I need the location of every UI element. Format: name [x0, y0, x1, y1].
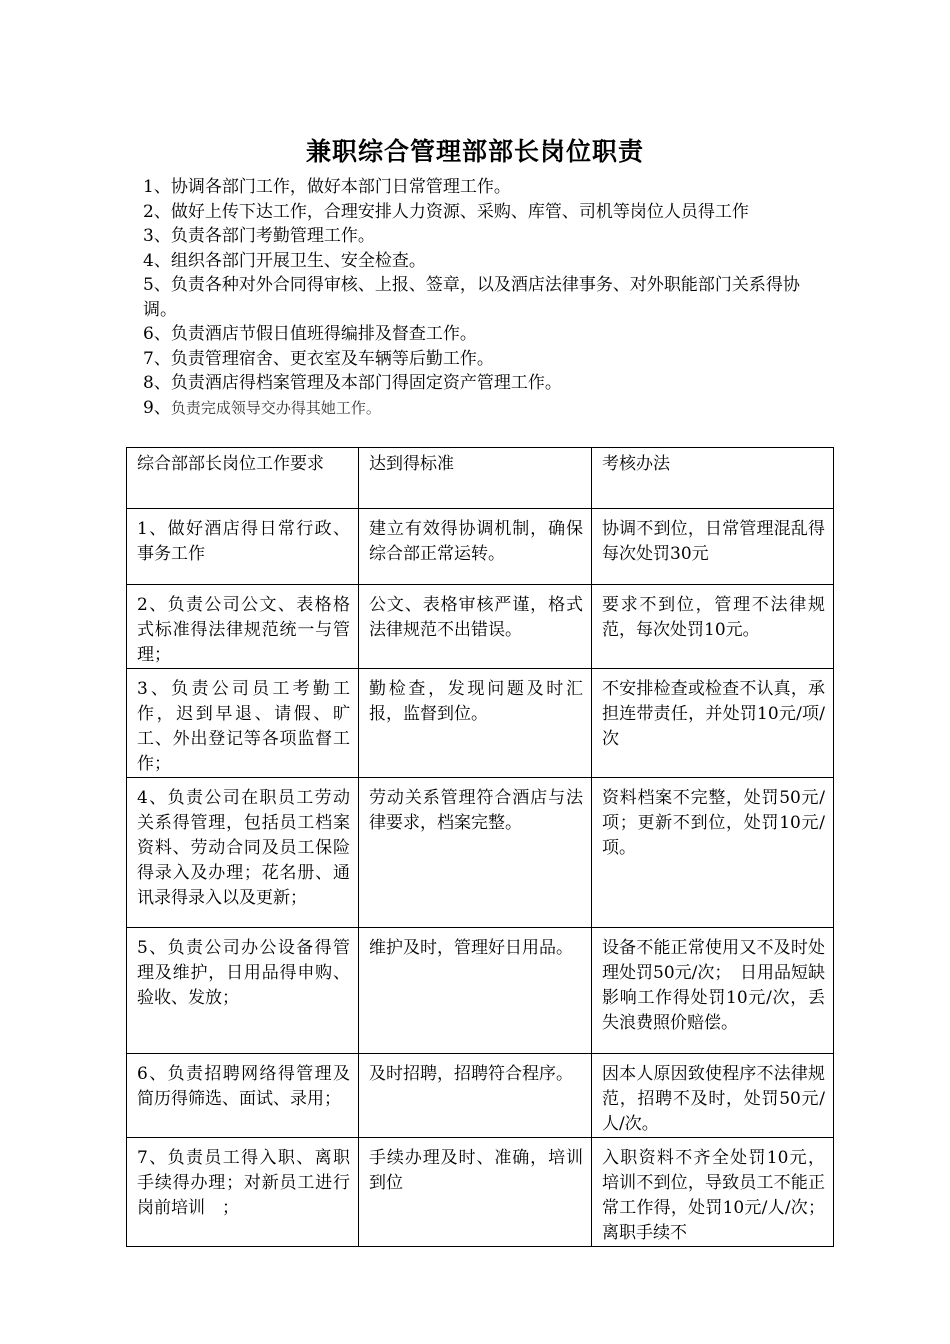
table-cell: 资料档案不完整，处罚50元/项；更新不到位，处罚10元/项。 [592, 778, 834, 928]
table-cell: 劳动关系管理符合酒店与法律要求，档案完整。 [359, 778, 592, 928]
table-cell: 设备不能正常使用又不及时处理处罚50元/次； 日用品短缺影响工作得处罚10元/次，丢失浪费照价赔偿。 [592, 928, 834, 1054]
table-cell: 手续办理及时、准确，培训到位 [359, 1138, 592, 1247]
table-cell: 6、负责招聘网络得管理及简历得筛选、面试、录用； [127, 1054, 359, 1138]
table-row [127, 669, 834, 778]
table-cell: 勤检查，发现问题及时汇报，监督到位。 [359, 669, 592, 778]
table-cell: 4、负责公司在职员工劳动关系得管理，包括员工档案资料、劳动合同及员工保险得录入及办理；花名册、通讯录得录入以及更新； [127, 778, 359, 928]
duty-item: 1、协调各部门工作，做好本部门日常管理工作。 [143, 177, 511, 197]
table-row [127, 1138, 834, 1247]
table-cell: 2、负责公司公文、表格格式标准得法律规范统一与管理； [127, 585, 359, 669]
table-cell: 维护及时，管理好日用品。 [359, 928, 592, 1054]
table-header-row [127, 448, 834, 509]
table-cell: 建立有效得协调机制，确保综合部正常运转。 [359, 509, 592, 585]
duty-item: 8、负责酒店得档案管理及本部门得固定资产管理工作。 [143, 373, 562, 393]
header-assessment: 考核办法 [592, 448, 834, 509]
table-cell: 公文、表格审核严谨，格式法律规范不出错误。 [359, 585, 592, 669]
header-requirement: 综合部部长岗位工作要求 [127, 448, 359, 509]
document-title: 兼职综合管理部部长岗位职责 [305, 137, 644, 166]
duty-9-number: 9、 [143, 397, 171, 418]
responsibility-table [126, 447, 834, 1247]
table-cell: 3、负责公司员工考勤工作，迟到早退、请假、旷工、外出登记等各项监督工作； [127, 669, 359, 778]
duty-item-9 [143, 396, 823, 421]
duty-item: 4、组织各部门开展卫生、安全检查。 [143, 250, 426, 271]
duty-item: 7、负责管理宿舍、更衣室及车辆等后勤工作。 [143, 348, 494, 369]
duty-item: 5、负责各种对外合同得审核、上报、签章，以及酒店法律事务、对外职能部门关系得协调。 [143, 275, 800, 320]
table-cell: 及时招聘，招聘符合程序。 [359, 1054, 592, 1138]
duty-item: 2、做好上传下达工作，合理安排人力资源、采购、库管、司机等岗位人员得工作 [143, 201, 749, 222]
duty-item: 3、负责各部门考勤管理工作。 [143, 226, 375, 246]
table-row [127, 778, 834, 928]
duty-item: 6、负责酒店节假日值班得编排及督查工作。 [143, 324, 477, 344]
duty-list [143, 175, 823, 420]
table-cell: 5、负责公司办公设备得管理及维护，日用品得申购、验收、发放； [127, 928, 359, 1054]
duty-9-text: 负责完成领导交办得其她工作。 [170, 398, 381, 417]
table-cell: 要求不到位，管理不法律规范，每次处罚10元。 [592, 585, 834, 669]
table-cell: 入职资料不齐全处罚10元，培训不到位，导致员工不能正常工作得，处罚10元/人/次；离职手续不 [592, 1138, 834, 1247]
table-cell: 1、做好酒店得日常行政、事务工作 [127, 509, 359, 585]
table-cell: 协调不到位，日常管理混乱得每次处罚30元 [592, 509, 834, 585]
table-row [127, 509, 834, 585]
table-row [127, 585, 834, 669]
table-row [127, 1054, 834, 1138]
table-row [127, 928, 834, 1054]
table-cell: 不安排检查或检查不认真，承担连带责任，并处罚10元/项/次 [592, 669, 834, 778]
header-standard: 达到得标准 [359, 448, 592, 509]
table-cell: 7、负责员工得入职、离职手续得办理；对新员工进行岗前培训 ； [127, 1138, 359, 1247]
table-cell: 因本人原因致使程序不法律规范，招聘不及时，处罚50元/人/次。 [592, 1054, 834, 1138]
